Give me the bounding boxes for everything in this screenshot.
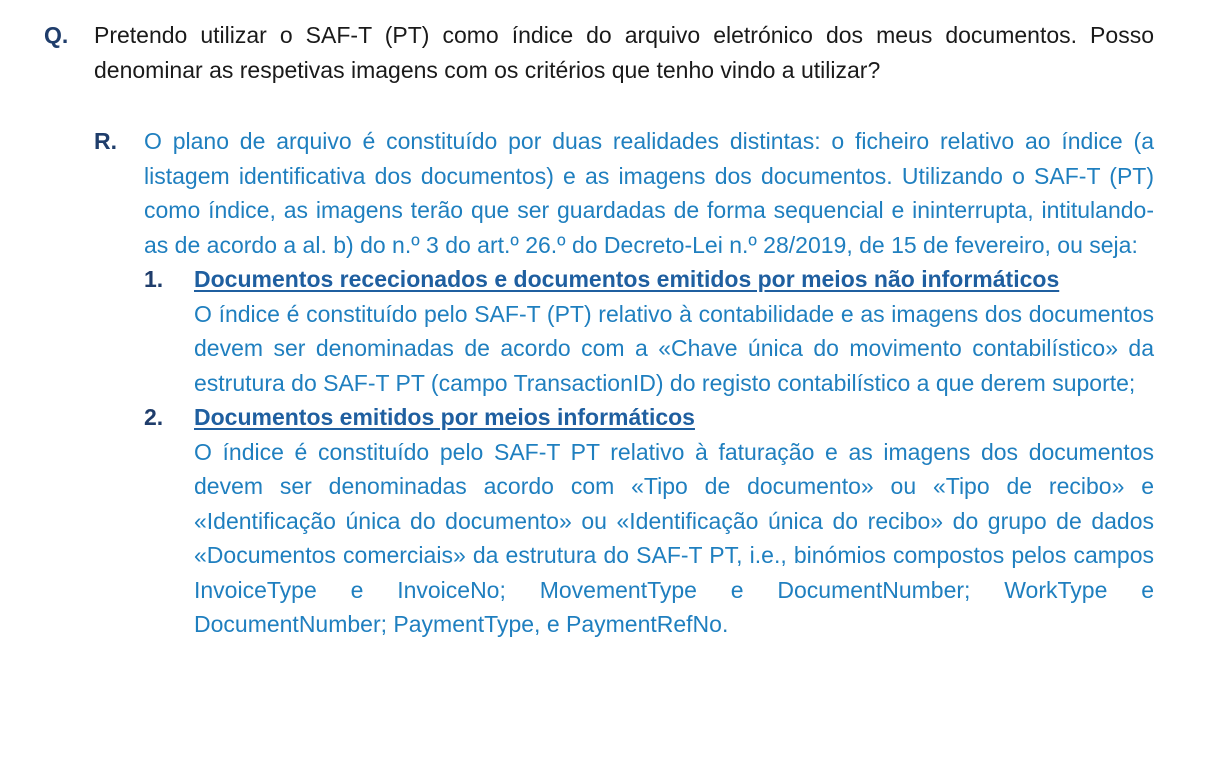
- question-text: Pretendo utilizar o SAF-T (PT) como índice do arquivo eletrónico dos meus documentos. Posso denominar as respetivas imagens com os critérios que tenho vindo a utilizar?: [94, 22, 1154, 83]
- list-item-number: 1.: [144, 266, 164, 292]
- list-item-title-link[interactable]: Documentos rececionados e documentos emitidos por meios não informáticos: [194, 266, 1060, 292]
- list-item-text: O índice é constituído pelo SAF-T PT relativo à faturação e as imagens dos documentos devem ser denominadas acordo com «Tipo de documento» ou «Tipo de recibo» e «Identificação única do documento» ou «Identificação única do recibo» do grupo de dados «Documentos comerciais» da estrutura do SAF-T PT, i.e., binómios compostos pelos campos InvoiceType e InvoiceNo; MovementType e DocumentNumber; WorkType e DocumentNumber; PaymentType, e PaymentRefNo.: [194, 438, 1154, 637]
- answer-body: [144, 124, 1154, 642]
- answer-label: R.: [94, 128, 117, 154]
- list-item-content: [194, 400, 1154, 642]
- question-label: Q.: [44, 22, 69, 48]
- list-item-content: [194, 262, 1154, 400]
- list-item-text: O índice é constituído pelo SAF-T (PT) relativo à contabilidade e as imagens dos documentos devem ser denominadas de acordo com a «Chave única do movimento contabilístico» da estrutura do SAF-T PT (campo TransactionID) do registo contabilístico a que derem suporte;: [194, 300, 1154, 396]
- list-item: [144, 262, 1154, 400]
- list-item: [144, 400, 1154, 642]
- answer-block: [94, 124, 1154, 642]
- list-item-title-link[interactable]: Documentos emitidos por meios informáticos: [194, 404, 695, 430]
- question-block: [44, 18, 1154, 88]
- answer-text: O plano de arquivo é constituído por duas realidades distintas: o ficheiro relativo ao índice (a listagem identificativa dos documentos) e as imagens dos documentos. Utilizando o SAF-T (PT) como índice, as imagens terão que ser guardadas de forma sequencial e ininterrupta, intitulando-as de acordo a al. b) do n.º 3 do art.º 26.º do Decreto-Lei n.º 28/2019, de 15 de fevereiro, ou seja:: [144, 128, 1154, 258]
- list-item-number: 2.: [144, 404, 164, 430]
